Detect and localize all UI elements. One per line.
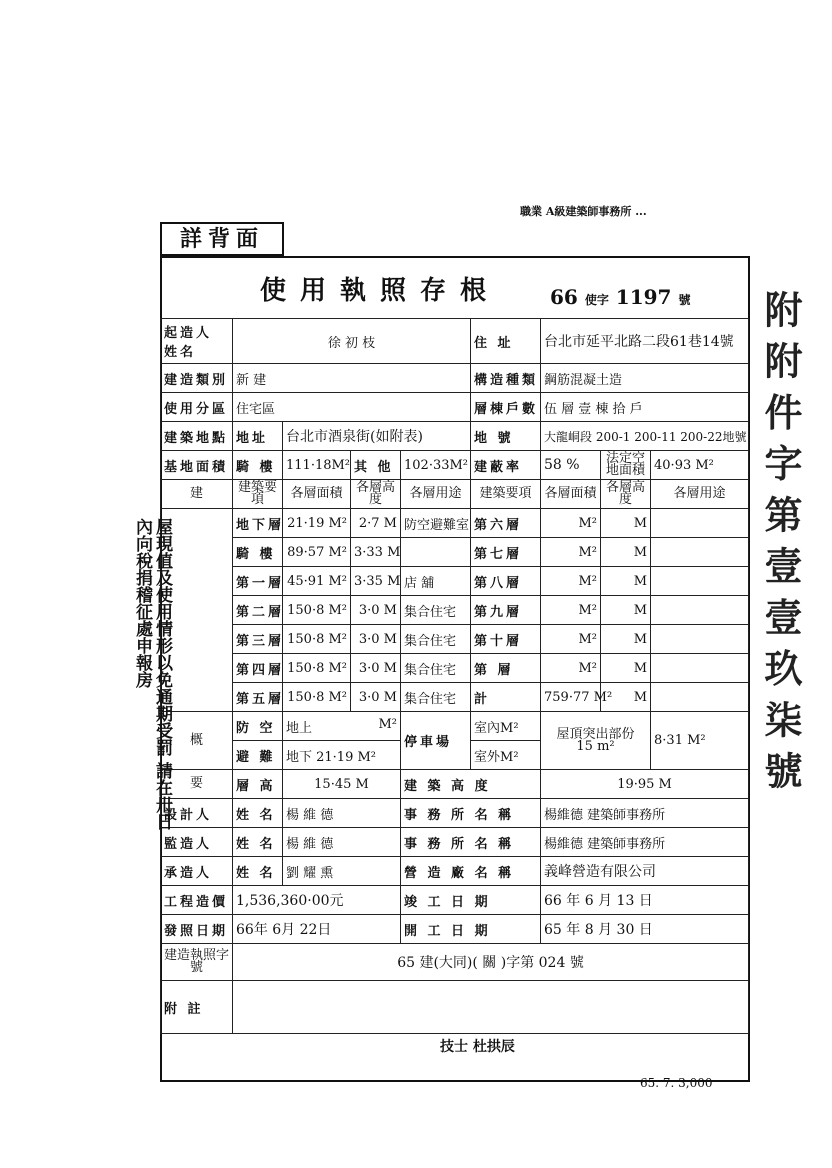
permit-prefix: 使字 xyxy=(584,293,609,307)
firm-label: 營 造 廠 名 稱 xyxy=(401,857,541,886)
floor-name-right: 第 層 xyxy=(471,654,541,683)
floor-use-right xyxy=(651,625,749,654)
floor-use: 集合住宅 xyxy=(401,596,471,625)
note-value xyxy=(233,981,749,1034)
builder-address: 台北市延平北路二段61巷14號 xyxy=(541,319,749,364)
floor-height-right: M xyxy=(601,654,651,683)
floor-use-right xyxy=(651,538,749,567)
floor-height-right: M xyxy=(601,509,651,538)
floor-height-right: M xyxy=(601,625,651,654)
contractor-firm: 義峰營造有限公司 xyxy=(541,857,749,886)
floor-name-right: 計 xyxy=(471,683,541,712)
roof-label: 屋頂突出部份 15 m² xyxy=(541,712,651,770)
floor-row xyxy=(161,509,749,538)
parking-indoor: 室內M² xyxy=(471,712,541,741)
permit-no-label: 建造執照字號 xyxy=(161,944,233,981)
floor-use-right xyxy=(651,509,749,538)
build-type: 新 建 xyxy=(233,364,471,393)
issue-label: 發照日期 xyxy=(161,915,233,944)
floor-area-right: M² xyxy=(541,596,601,625)
floor-area-header: 各層面積 xyxy=(283,480,351,509)
floor-name-right: 第七層 xyxy=(471,538,541,567)
floor-area: 150·8 M² xyxy=(283,683,351,712)
floor-row xyxy=(161,625,749,654)
cost-label: 工程造價 xyxy=(161,886,233,915)
floor-height-right: M xyxy=(601,683,651,712)
floor-use-header: 各層用途 xyxy=(401,480,471,509)
supervisor-name: 楊 維 德 xyxy=(283,828,401,857)
floor-name: 騎 樓 xyxy=(233,538,283,567)
parking-label: 停車場 xyxy=(401,712,471,770)
floor-use: 防空避難室 xyxy=(401,509,471,538)
floor-area: 89·57 M² xyxy=(283,538,351,567)
print-footer: 65. 7. 3,000 xyxy=(640,1076,713,1090)
floor-area-right: 759·77 M² xyxy=(541,683,601,712)
floor-area: 150·8 M² xyxy=(283,654,351,683)
floor-name: 第一層 xyxy=(233,567,283,596)
floor-height-right: M xyxy=(601,596,651,625)
permit-table xyxy=(160,318,749,1034)
floor-area: 45·91 M² xyxy=(283,567,351,596)
legal-open-value: 40·93 M² xyxy=(651,451,749,480)
floor-height: 3·33 M xyxy=(351,538,401,567)
floor-area-header-2: 各層面積 xyxy=(541,480,601,509)
permit-suffix: 號 xyxy=(678,293,691,307)
evac-label: 避 難 xyxy=(233,741,283,770)
floor-name: 第二層 xyxy=(233,596,283,625)
floor-row xyxy=(161,683,749,712)
floor-name: 第五層 xyxy=(233,683,283,712)
builder-name: 徐 初 枝 xyxy=(233,319,471,364)
permit-serial: 1197 xyxy=(615,285,672,309)
note-label: 附 註 xyxy=(161,981,233,1034)
arcade-label: 騎 樓 xyxy=(233,451,283,480)
legal-open-label: 法定空地面積 xyxy=(601,451,651,480)
floor-area-right: M² xyxy=(541,625,601,654)
parking-outdoor: 室外M² xyxy=(471,741,541,770)
contractor-label: 承造人 xyxy=(161,857,233,886)
left-margin-note: 屋現值及使用情形以免通期受罰 請在卅日內向稅捐稽征處申報房 xyxy=(132,518,172,830)
zone-label: 使用分區 xyxy=(161,393,233,422)
floor-use-header-2: 各層用途 xyxy=(651,480,749,509)
floor-height: 3·35 M xyxy=(351,567,401,596)
supervisor-label: 監造人 xyxy=(161,828,233,857)
shelter-section: 概 xyxy=(161,712,233,770)
designer-label: 設計人 xyxy=(161,799,233,828)
office-label-1: 事 務 所 名 稱 xyxy=(401,799,541,828)
structure-label: 構造種類 xyxy=(471,364,541,393)
floor-area: 150·8 M² xyxy=(283,596,351,625)
right-margin-stamp: 附 附 件 字 第 壹 壹 玖 柒 號 xyxy=(758,290,803,790)
arcade-area: 111·18M² xyxy=(283,451,351,480)
storey-height: 15·45 M xyxy=(283,770,401,799)
permit-year: 66 xyxy=(550,285,578,309)
floor-area-right: M² xyxy=(541,538,601,567)
floor-row xyxy=(161,596,749,625)
floor-height: 3·0 M xyxy=(351,596,401,625)
other-label: 其 他 xyxy=(351,451,401,480)
height-section: 要 xyxy=(161,770,233,799)
document-box-title: 詳背面 xyxy=(160,222,284,256)
supervisor-name-label: 姓 名 xyxy=(233,828,283,857)
floor-use-right xyxy=(651,654,749,683)
floor-name: 第四層 xyxy=(233,654,283,683)
bldg-height: 19·95 M xyxy=(541,770,749,799)
cost-value: 1,536,360·00元 xyxy=(233,886,401,915)
build-type-label: 建造類別 xyxy=(161,364,233,393)
floor-height: 3·0 M xyxy=(351,625,401,654)
floor-use: 店 舖 xyxy=(401,567,471,596)
floor-height: 3·0 M xyxy=(351,683,401,712)
shelter-below: 地下 21·19 M² xyxy=(283,741,401,770)
floor-use-right xyxy=(651,596,749,625)
floor-item-header-2: 建築要項 xyxy=(471,480,541,509)
floor-name: 地下層 xyxy=(233,509,283,538)
supervisor-office: 楊維德 建築師事務所 xyxy=(541,828,749,857)
storey-label: 層 高 xyxy=(233,770,283,799)
start-label: 開 工 日 期 xyxy=(401,915,541,944)
architect-stamp: 職業 A級建築師事務所 ... xyxy=(520,205,647,218)
floor-area: 150·8 M² xyxy=(283,625,351,654)
completion-label: 竣 工 日 期 xyxy=(401,886,541,915)
floor-item-header: 建築要項 xyxy=(233,480,283,509)
floor-name-right: 第十層 xyxy=(471,625,541,654)
coverage-value: 58 % xyxy=(541,451,601,480)
other-area: 102·33M² xyxy=(401,451,471,480)
designer-name-label: 姓 名 xyxy=(233,799,283,828)
floor-name: 第三層 xyxy=(233,625,283,654)
floor-height: 2·7 M xyxy=(351,509,401,538)
issue-date: 66年 6月 22日 xyxy=(233,915,401,944)
floor-use: 集合住宅 xyxy=(401,683,471,712)
permit-no-value: 65 建(大同)( 關 )字第 024 號 xyxy=(233,944,749,981)
designer-name: 楊 維 德 xyxy=(283,799,401,828)
site-label: 建築地點 xyxy=(161,422,233,451)
floor-area-right: M² xyxy=(541,654,601,683)
contractor-name-label: 姓 名 xyxy=(233,857,283,886)
site-address: 台北市酒泉街(如附表) xyxy=(283,422,471,451)
site-addr-label: 地址 xyxy=(233,422,283,451)
designer-office: 楊維德 建築師事務所 xyxy=(541,799,749,828)
contractor-name: 劉 耀 熏 xyxy=(283,857,401,886)
lot-label: 地 號 xyxy=(471,422,541,451)
inspector-signature: 技士 杜拱辰 xyxy=(440,1039,515,1055)
completion-date: 66 年 6 月 13 日 xyxy=(541,886,749,915)
floor-height-right: M xyxy=(601,538,651,567)
floor-row xyxy=(161,567,749,596)
floor-name-right: 第八層 xyxy=(471,567,541,596)
floor-use xyxy=(401,538,471,567)
floor-height: 3·0 M xyxy=(351,654,401,683)
floor-use-right xyxy=(651,683,749,712)
floor-use: 集合住宅 xyxy=(401,654,471,683)
floor-area-right: M² xyxy=(541,567,601,596)
units-value: 伍 層 壹 棟 拾 戶 xyxy=(541,393,749,422)
floor-row xyxy=(161,538,749,567)
floor-height-header-2: 各層高度 xyxy=(601,480,651,509)
page-title: 使用執照存根 xyxy=(260,276,501,306)
office-label-2: 事 務 所 名 稱 xyxy=(401,828,541,857)
floor-use-right xyxy=(651,567,749,596)
site-area-label: 基地面積 xyxy=(161,451,233,480)
zone-value: 住宅區 xyxy=(233,393,471,422)
permit-number xyxy=(550,285,690,309)
builder-label: 起造人 姓名 xyxy=(161,319,233,364)
floor-height-header: 各層高度 xyxy=(351,480,401,509)
floor-row xyxy=(161,654,749,683)
shelter-above: 地上 M² xyxy=(283,712,401,741)
coverage-label: 建蔽率 xyxy=(471,451,541,480)
shelter-label: 防 空 xyxy=(233,712,283,741)
floor-use: 集合住宅 xyxy=(401,625,471,654)
bldg-height-label: 建 築 高 度 xyxy=(401,770,541,799)
structure-type: 鋼筋混凝土造 xyxy=(541,364,749,393)
address-label: 住 址 xyxy=(471,319,541,364)
floor-name-right: 第九層 xyxy=(471,596,541,625)
floor-area-right: M² xyxy=(541,509,601,538)
floor-area: 21·19 M² xyxy=(283,509,351,538)
lot-value: 大龍峒段 200-1 200-11 200-22地號 xyxy=(541,422,749,451)
floor-rows xyxy=(161,509,749,712)
floor-section-label: 建 xyxy=(161,480,233,509)
floor-height-right: M xyxy=(601,567,651,596)
units-label: 層棟戶數 xyxy=(471,393,541,422)
start-date: 65 年 8 月 30 日 xyxy=(541,915,749,944)
roof-value: 8·31 M² xyxy=(651,712,749,770)
floor-name-right: 第六層 xyxy=(471,509,541,538)
